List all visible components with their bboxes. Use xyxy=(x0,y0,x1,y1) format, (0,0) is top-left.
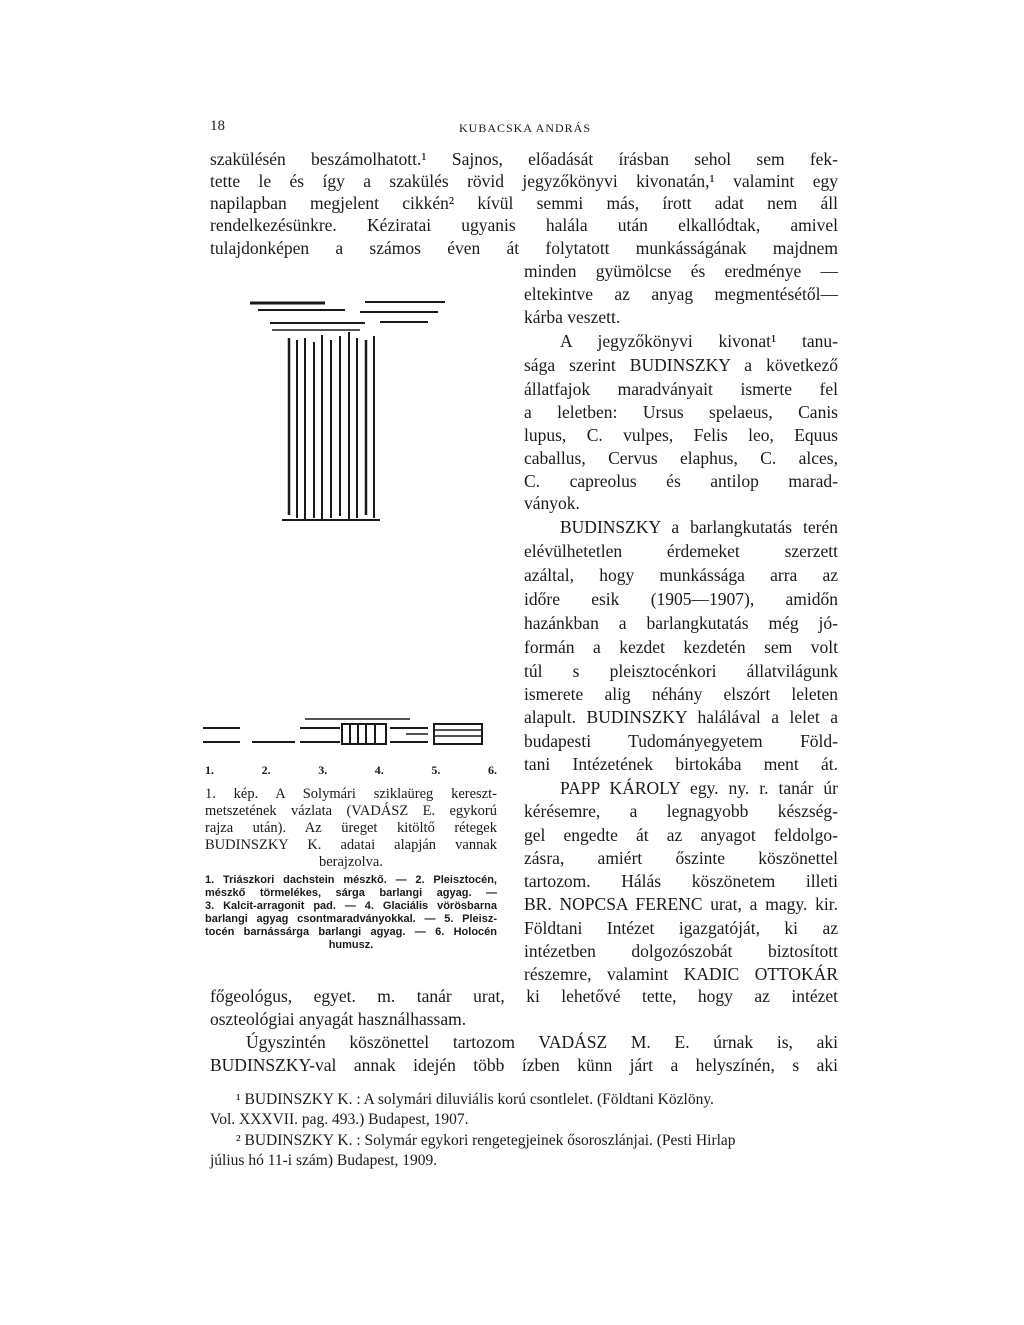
body-line: napilapban megjelent cikkén² kívül semmi más, írott adat nem áll xyxy=(210,193,838,213)
column-line: sága szerint BUDINSZKY a következő xyxy=(524,355,838,375)
figure-caption-line: BUDINSZKY K. adatai alapján vannak xyxy=(205,837,497,853)
figure-legend-line: 1. Triászkori dachstein mészkő. — 2. Pleisztocén, xyxy=(205,874,497,886)
body-line: BUDINSZKY-val annak idején több ízben künn járt a helyszínén, s aki xyxy=(210,1055,838,1075)
column-line: alapult. BUDINSZKY halálával a lelet a xyxy=(524,707,838,727)
page-number: 18 xyxy=(210,118,225,134)
figure-legend-line: barlangi agyag csontmaradványokkal. — 5. Pleisz- xyxy=(205,913,497,925)
figure-caption-line: 1. kép. A Solymári sziklaüreg kereszt- xyxy=(205,786,497,802)
figure-legend-line: 3. Kalcit-arragonit pad. — 4. Glaciális vörösbarna xyxy=(205,900,497,912)
column-line: A jegyzőkönyvi kivonat¹ tanu- xyxy=(560,331,838,351)
figure-layer-numbers xyxy=(205,763,497,778)
running-head: KUBACSKA ANDRÁS xyxy=(458,121,592,135)
column-line: elévülhetetlen érdemeket szerzett xyxy=(524,541,838,561)
body-line: tette le és így a szakülés rövid jegyzőkönyvi kivonatán,¹ valamint egy xyxy=(210,171,838,191)
column-line: időre esik (1905—1907), amidőn xyxy=(524,589,838,609)
column-line: PAPP KÁROLY egy. ny. r. tanár úr xyxy=(560,778,838,798)
layer-number: 4. xyxy=(374,763,384,777)
column-line: gel engedte át az anyagot feldolgo- xyxy=(524,825,838,845)
column-line: hazánkban a barlangkutatás még jó- xyxy=(524,613,838,633)
column-line: Földtani Intézet igazgatóját, ki az xyxy=(524,918,838,938)
column-line: túl s pleisztocénkori állatvilágunk xyxy=(524,661,838,681)
body-line: oszteológiai anyagát használhassam. xyxy=(210,1009,467,1029)
footnote-line: ¹ BUDINSZKY K. : A solymári diluviális korú csontlelet. (Földtani Közlöny. xyxy=(236,1091,714,1108)
column-line: tartozom. Hálás köszönetem illeti xyxy=(524,871,838,891)
footnote-line: Vol. XXXVII. pag. 493.) Budapest, 1907. xyxy=(210,1111,469,1128)
layer-number: 6. xyxy=(487,763,497,777)
footnote-line: július hó 11-i szám) Budapest, 1909. xyxy=(210,1152,438,1169)
column-line: intézetben dolgozószobát biztosított xyxy=(524,941,838,961)
cave-cross-section-figure xyxy=(200,290,500,790)
column-line: kérésemre, a legnagyobb készség- xyxy=(524,801,838,821)
column-line: lupus, C. vulpes, Felis leo, Equus xyxy=(524,425,838,445)
column-line: kárba veszett. xyxy=(524,307,621,327)
column-line: formán a kezdet kezdetén sem volt xyxy=(524,637,838,657)
column-line: eltekintve az anyag megmentésétől— xyxy=(524,284,838,304)
layer-number: 1. xyxy=(205,763,214,777)
column-line: minden gyümölcse és eredménye — xyxy=(524,261,838,281)
figure-legend-line: mészkő törmelékes, sárga barlangi agyag. — xyxy=(205,887,497,899)
body-line: tulajdonképen a számos éven át folytatott munkásságának majdnem xyxy=(210,238,838,258)
column-line: állatfajok maradványait ismerte fel xyxy=(524,379,838,399)
layer-number: 2. xyxy=(261,763,271,777)
column-line: azáltal, hogy munkássága arra az xyxy=(524,565,838,585)
column-line: tani Intézetének birtokába ment át. xyxy=(524,754,838,774)
figure-legend-line: tocén barnássárga barlangi agyag. — 6. Holocén xyxy=(205,926,497,938)
column-line: ványok. xyxy=(524,493,580,513)
layer-number: 3. xyxy=(318,763,328,777)
body-line: főgeológus, egyet. m. tanár urat, ki lehetővé tette, hogy az intézet xyxy=(210,986,838,1006)
column-line: a leletben: Ursus spelaeus, Canis xyxy=(524,402,838,422)
column-line: budapesti Tudományegyetem Föld- xyxy=(524,731,838,751)
column-line: ismerete alig néhány elszórt leleten xyxy=(524,684,838,704)
column-line: caballus, Cervus elaphus, C. alces, xyxy=(524,448,838,468)
body-line: Úgyszintén köszönettel tartozom VADÁSZ M. E. úrnak is, aki xyxy=(246,1032,838,1052)
figure-caption-line: rajza után). Az üreget kitöltő rétegek xyxy=(205,820,497,836)
column-line: BR. NOPCSA FERENC urat, a magy. kir. xyxy=(524,894,838,914)
column-line: zásra, amiért őszinte köszönettel xyxy=(524,848,838,868)
column-line: BUDINSZKY a barlangkutatás terén xyxy=(560,517,838,537)
body-line: rendelkezésünkre. Kéziratai ugyanis halála után elkallódtak, amivel xyxy=(210,215,838,235)
figure-caption-line: berajzolva. xyxy=(318,854,383,870)
figure-caption-line: metszetének vázlata (VADÁSZ E. egykorú xyxy=(205,803,497,819)
column-line: C. capreolus és antilop marad- xyxy=(524,471,838,491)
column-line: részemre, valamint KADIC OTTOKÁR xyxy=(524,964,838,984)
footnote-line: ² BUDINSZKY K. : Solymár egykori rengetegjeinek ősoroszlánjai. (Pesti Hirlap xyxy=(236,1132,736,1149)
layer-number: 5. xyxy=(431,763,441,777)
figure-legend-line: humusz. xyxy=(328,939,374,951)
body-line: szakülésén beszámolhatott.¹ Sajnos, előadását írásban sehol sem fek- xyxy=(210,149,838,169)
